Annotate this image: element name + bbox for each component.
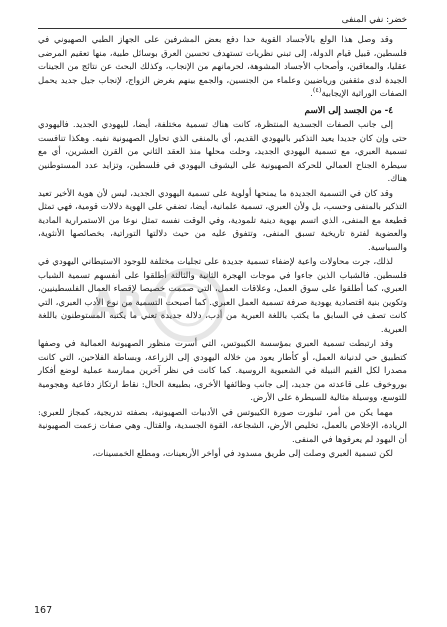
- running-header: خضر: نفي المنفى: [341, 15, 407, 25]
- paragraph-2: إلى جانب الصفات الجسدية المنتظرة، كانت هناك تسمية مختلفة، أيضا، لليهودي الجديد. فاليهودي حتى وإن كان جديدا يعيد التذكير باليهودي القديم، أي بالمنفى الذي تحاول الصهيونية نفيه. وهكذا تنافست تسمية العبري، مع تسمية اليهودي الجديد، وحلت محلها منذ العقد الثاني من القرن العشرين، أي مع سيطرة الجناح العمالي للحركة الصهيونية على اليشوف اليهودي في فلسطين، وتزايد عدد المستوطنين هناك.: [38, 120, 407, 184]
- paragraph-7: لكن تسمية العبري وصلت إلى طريق مسدود في أواخر الأربعينات، ومطلع الخمسينات،: [92, 449, 393, 459]
- paragraph-1-text: وقد وصل هذا الولع بالأجساد القوية حدا دفع بعض المشرفين على الجهاز الطبي الصهيوني في فلسطين، قبيل قيام الدولة، إلى تبني نظريات تستهدف تحسين العرق بوسائل طبية، منها تعقيم المرضى عقليا، والمعاقين، وأصحاب الأجساد المشوهة، لحرمانهم من الإنجاب، وكذلك البحث عن نتائج من الجينات الجيدة لدى مثقفين ورياضيين وعلماء من الجنسين، والجمع بينهم بغرض الزواج، لإنجاب جيل جديد يحمل الصفات الوراثية الإيجابية: [38, 35, 407, 99]
- paragraph-1: وقد وصل هذا الولع بالأجساد القوية حدا دفع بعض المشرفين على الجهاز الطبي الصهيوني في فلسطين، قبيل قيام الدولة، إلى تبني نظريات تستهدف تحسين العرق بوسائل طبية، منها تعقيم المرضى عقليا، والمعاقين، وأصحاب الأجساد المشوهة، لحرمانهم من الإنجاب، وكذلك البحث عن نتائج من الجينات الجيدة لدى مثقفين ورياضيين وعلماء من الجنسين، والجمع بينهم بغرض الزواج، لإنجاب جيل جديد يحمل الصفات الوراثية الإيجابية$^{(٤)}$.: [38, 35, 407, 99]
- watermark-text: ARC: [90, 285, 168, 325]
- page-number: 167: [34, 605, 53, 616]
- paragraph-3: وقد كان في التسمية الجديدة ما يمنحها أولوية على تسمية اليهودي الجديد، ليس لأن هوية الأخير تعيد التذكير بالمنفى وحسب، بل ولأن العبري، تسمية علمانية، أيضا، تضفي على الهوية دلالات قومية، فهي تمثل قطيعة مع المنفى، الذي اتسم بهوية دينية تلمودية، وفي الوقت نفسه تمثل نوعا من الاستمرارية المادية والعضوية لفترة تاريخية تسبق المنفى، وتتفوق عليه من حيث دلالتها التوراتية، بخصائصها الأنثوية، والسياسية.: [38, 188, 407, 253]
- section-heading: ٤- من الجسد إلى الاسم: [304, 105, 393, 116]
- paragraph-4: لذلك، جرت محاولات واعية لإضفاء تسمية جديدة على تجليات مختلفة للوجود الاستيطاني اليهودي في فلسطين. فالشباب الذين جاءوا في موجات الهجرة الثانية والثالثة أطلقوا على أنفسهم تسمية الشباب العبري، كما أطلقوا على سوق العمل، وعلاقات العمل، التي صممت خصيصا لإقصاء العمال الفلسطينيين، وتكوين بنية اقتصادية يهودية صرفة تسمية العمل العبري. كما أصبحت التسمية من نوع الأدب العبري، التي كانت تصف في السابق ما يكتب باللغة العبرية من أدب، دلالة جديدة تعني ما يكتبه المستوطنون باللغة العبرية.: [38, 257, 407, 335]
- header-rule: [38, 28, 407, 29]
- paragraph-6: مهما يكن من أمر، تبلورت صورة الكيبوتس في الأدبيات الصهيونية، بصفته تدريجية، كمجاز للعبري: الريادة، الإخلاص بالعمل، تخليص الأرض، الشجاعة، القوة الجسدية، والقتال. وهي صفات زعمت الصهيونية أن اليهود لم يعرفوها في المنفى.: [38, 407, 407, 445]
- paragraph-5: وقد ارتبطت تسمية العبري بمؤسسة الكيبوتس، التي أسرت منظور الصهيونية العمالية في وصفها كتطبيق حي لدنيانة العمل، أو كأطار يعود من خلاله اليهودي إلى الزراعة، وبساطة الفلاحين، التي كانت مصدرا لكل القيم النبيلة في الشعبوية الروسية. كما كانت في نظر آخرين ممارسة عملية لوضع أفكار بوروخوف على قاعدته من جديد، إلى جانب وظائفها الأخرى، بطبيعة الحال: نقاط ارتكاز دفاعية وهجومية للتوسع، ووسيلة مثالية للسيطرة على الأرض.: [38, 339, 407, 403]
- document-page: [38, 14, 407, 463]
- footnote-marker: (٤): [312, 86, 322, 95]
